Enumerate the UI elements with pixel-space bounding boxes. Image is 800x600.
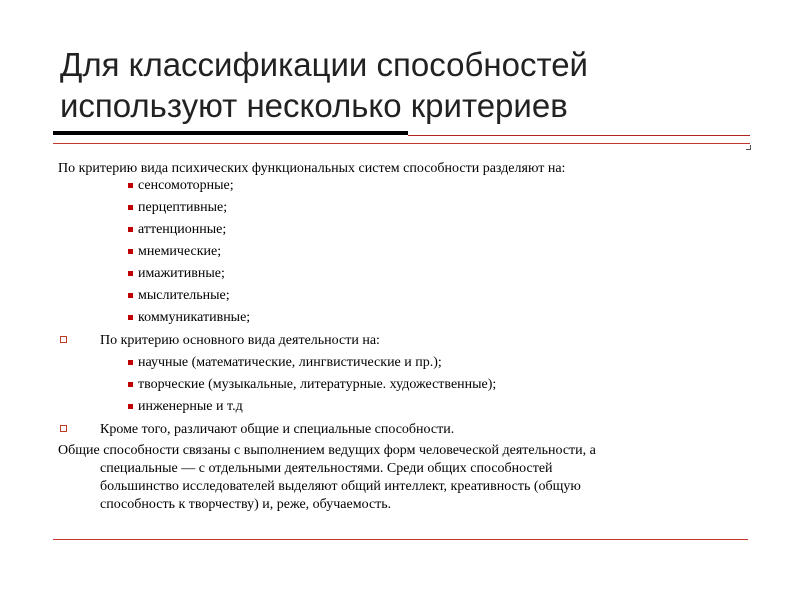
summary-line-3: большинство исследователей выделяют общий интеллект, креативность (общую <box>100 479 581 494</box>
hollow-bullet-icon <box>60 425 67 432</box>
title-underline-thin <box>408 135 750 136</box>
red-bullet-icon <box>128 315 133 320</box>
corner-tick <box>746 145 751 150</box>
summary-line-2: специальные — с отдельными деятельностями. Среди общих способностей <box>100 461 553 476</box>
list-item: инженерные и т.д <box>138 399 243 414</box>
red-bullet-icon <box>128 183 133 188</box>
point3-text: Кроме того, различают общие и специальные способности. <box>100 422 455 437</box>
list-item: мнемические; <box>138 244 222 259</box>
summary-line-4: способность к творчеству) и, реже, обучаемость. <box>100 497 392 512</box>
red-bullet-icon <box>128 360 133 365</box>
red-bullet-icon <box>128 249 133 254</box>
red-bullet-icon <box>128 271 133 276</box>
list-item: имажитивные; <box>138 266 225 281</box>
bottom-divider <box>53 539 748 540</box>
red-bullet-icon <box>128 293 133 298</box>
slide-title-line-2: используют несколько критериев <box>60 87 568 124</box>
list-item: перцептивные; <box>138 200 228 215</box>
list-item: сенсомоторные; <box>138 178 234 193</box>
title-underline-red <box>53 143 750 144</box>
slide-title <box>60 44 760 126</box>
red-bullet-icon <box>128 205 133 210</box>
group2-heading: По критерию основного вида деятельности на: <box>100 333 380 348</box>
list-item: аттенционные; <box>138 222 227 237</box>
red-bullet-icon <box>128 382 133 387</box>
list-item: коммуникативные; <box>138 310 251 325</box>
list-item: научные (математические, лингвистические и пр.); <box>138 355 442 370</box>
slide-title-line-1: Для классификации способностей <box>60 46 588 83</box>
red-bullet-icon <box>128 227 133 232</box>
title-underline-thick <box>53 131 408 135</box>
summary-paragraph <box>58 442 748 514</box>
list-item: мыслительные; <box>138 288 230 303</box>
list-item: творческие (музыкальные, литературные. художественные); <box>138 377 497 392</box>
summary-line-1: Общие способности связаны с выполнением ведущих форм человеческой деятельности, а <box>58 443 596 458</box>
hollow-bullet-icon <box>60 336 67 343</box>
red-bullet-icon <box>128 404 133 409</box>
intro-text: По критерию вида психических функциональных систем способности разделяют на: <box>58 161 566 176</box>
